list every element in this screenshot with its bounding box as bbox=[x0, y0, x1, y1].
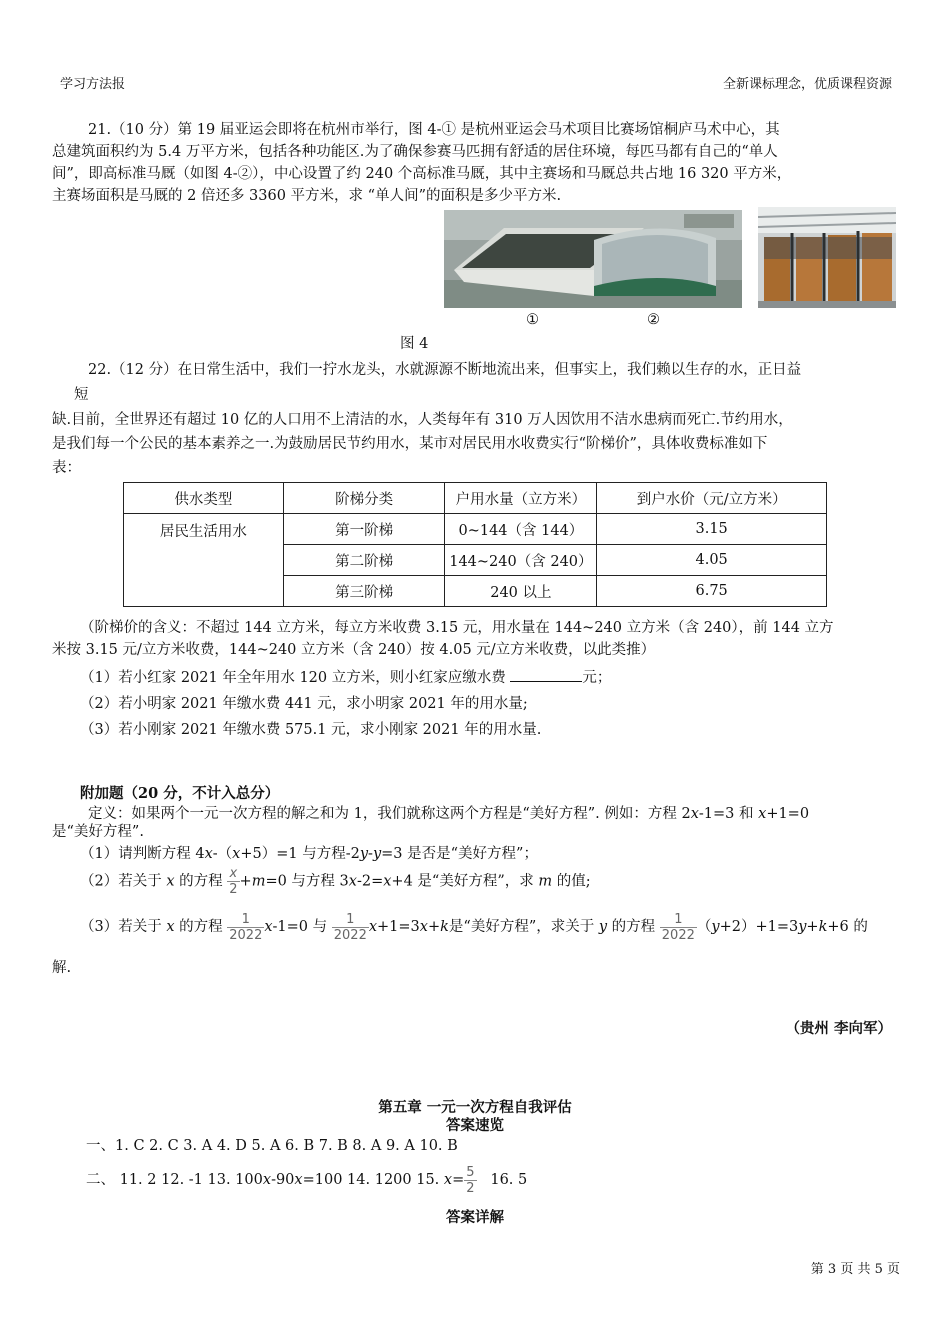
q21-line-3: 间”，即高标准马厩（如图 4-②），中心设置了约 240 个高标准马厩，其中主赛场和马厩总共占地 16 320 平方米， bbox=[52, 166, 792, 182]
q22-line-2: 缺.目前，全世界还有超过 10 亿的人口用不上清洁的水，人类每年有 310 万人因饮用不洁水患病而死亡.节约用水， bbox=[52, 412, 793, 428]
table-cell: 4.05 bbox=[597, 545, 827, 576]
bonus-text: 的值; bbox=[552, 873, 591, 890]
bonus-text: +5）=1 与方程-2 bbox=[240, 846, 360, 862]
var-y: y bbox=[711, 919, 720, 935]
photo-1-label: ① bbox=[526, 312, 539, 328]
table-cell: 第三阶梯 bbox=[283, 576, 445, 607]
bonus-text: （ bbox=[696, 919, 712, 935]
bonus-part-3 bbox=[80, 910, 868, 944]
bonus-text: -1=0 与 bbox=[272, 919, 328, 935]
bonus-text: +2）+1=3 bbox=[719, 919, 799, 935]
q22-part-3: （3）若小刚家 2021 年缴水费 575.1 元，求小刚家 2021 年的用水量. bbox=[80, 722, 542, 738]
table-header-cell: 供水类型 bbox=[124, 483, 284, 514]
bonus-def-text: -1=3 和 bbox=[698, 806, 759, 822]
q21-line-2: 总建筑面积约为 5.4 万平方米，包括各种功能区.为了确保参赛马匹拥有舒适的居住环境，每匹马都有自己的“单人 bbox=[52, 144, 778, 160]
header-right: 全新课标理念，优质课程资源 bbox=[722, 77, 892, 92]
var-m: m bbox=[538, 873, 553, 890]
table-header-cell: 户用水量（立方米） bbox=[445, 483, 597, 514]
q22-line-4: 表： bbox=[52, 460, 81, 476]
answers-text: 二、 11. 2 12. -1 13. 100 bbox=[86, 1172, 263, 1188]
q22-line-3: 是我们每一个公民的基本素养之一.为鼓励居民节约用水，某市对居民用水收费实行“阶梯价”，具体收费标准如下 bbox=[52, 436, 768, 452]
bonus-part-1 bbox=[80, 842, 538, 863]
answers-text: 16. 5 bbox=[490, 1172, 528, 1188]
bonus-text: - bbox=[368, 846, 373, 862]
var-y: y bbox=[798, 919, 807, 935]
q22-line-1b: 短 bbox=[74, 387, 89, 403]
photo-2-label: ② bbox=[647, 312, 660, 328]
fraction-x-over-2: $\frac{x}{2}$ bbox=[229, 866, 238, 897]
table-cell: 3.15 bbox=[597, 514, 827, 545]
answers-row-2 bbox=[86, 1162, 527, 1198]
var-x: x bbox=[232, 846, 241, 862]
bonus-text: +6 的 bbox=[827, 919, 868, 935]
fraction-1-over-2022: $\frac{1}{2022}$ bbox=[661, 911, 695, 943]
table-cell: 240 以上 bbox=[445, 576, 597, 607]
q21-line-4: 主赛场面积是马厩的 2 倍还多 3360 平方米，求 “单人间”的面积是多少平方米. bbox=[52, 188, 562, 204]
bonus-text: + bbox=[239, 873, 252, 890]
bonus-part-2 bbox=[80, 866, 591, 897]
var-x: x bbox=[204, 846, 213, 862]
bonus-text: -2= bbox=[356, 873, 384, 890]
bonus-text: （1）请判断方程 4 bbox=[80, 846, 205, 862]
var-x: x bbox=[262, 1172, 272, 1188]
q22-note-2: 米按 3.15 元/立方米收费，144~240 立方米（含 240）按 4.05 元/立方米收费，以此类推） bbox=[52, 642, 656, 658]
var-x: x bbox=[166, 873, 175, 890]
bonus-part-3-end: 解. bbox=[52, 960, 72, 976]
bonus-text: 的方程 bbox=[174, 873, 223, 890]
q22-part-1 bbox=[80, 666, 611, 687]
supply-type-cell: 居民生活用水 bbox=[124, 514, 284, 607]
q22-line-1: 22.（12 分）在日常生活中，我们一拧水龙头，水就源源不断地流出来，但事实上，我们赖以生存的水，正日益 bbox=[88, 362, 802, 378]
var-k: k bbox=[818, 919, 828, 935]
bonus-text: 的方程 bbox=[174, 919, 223, 935]
horse-stable-photo bbox=[758, 207, 896, 308]
table-cell: 0~144（含 144） bbox=[445, 514, 597, 545]
table-cell: 第二阶梯 bbox=[283, 545, 445, 576]
answers-text: = bbox=[452, 1172, 465, 1188]
water-price-table bbox=[123, 482, 827, 607]
table-cell: 144~240（含 240） bbox=[445, 545, 597, 576]
bonus-text: +1=3 bbox=[377, 919, 420, 935]
q22-part-1-text: （1）若小红家 2021 年全年用水 120 立方米，则小红家应缴水费 bbox=[80, 670, 511, 686]
table-cell: 6.75 bbox=[597, 576, 827, 607]
bonus-text: （2）若关于 bbox=[80, 873, 167, 890]
table-header-row bbox=[124, 483, 827, 514]
q22-part-2: （2）若小明家 2021 年缴水费 441 元，求小明家 2021 年的用水量; bbox=[80, 696, 528, 712]
var-x: x bbox=[264, 919, 273, 935]
fraction-1-over-2022: $\frac{1}{2022}$ bbox=[229, 911, 263, 943]
bonus-definition-1 bbox=[88, 802, 809, 823]
bonus-def-text: 定义：如果两个一元一次方程的解之和为 1，我们就称这两个方程是“美好方程”. 例如：方程 2 bbox=[88, 806, 691, 822]
bonus-def-text: +1=0 bbox=[766, 806, 810, 822]
var-k: k bbox=[440, 919, 449, 935]
var-x: x bbox=[419, 919, 428, 935]
chapter-title: 第五章 一元一次方程自我评估 bbox=[378, 1099, 572, 1116]
bonus-text: （3）若关于 bbox=[80, 919, 167, 935]
answers-text: -90 bbox=[271, 1172, 295, 1188]
q22-note-1: （阶梯价的含义：不超过 144 立方米，每立方米收费 3.15 元，用水量在 144~240 立方米（含 240），前 144 立方 bbox=[80, 620, 834, 636]
var-x: x bbox=[348, 873, 357, 890]
var-y: y bbox=[359, 846, 369, 862]
bonus-text: -（ bbox=[212, 846, 233, 862]
var-m: m bbox=[251, 873, 266, 890]
bonus-text: =0 与方程 3 bbox=[265, 873, 349, 890]
var-x: x bbox=[166, 919, 175, 935]
bonus-text: 是“美好方程”，求关于 bbox=[448, 919, 599, 935]
var-x: x bbox=[690, 806, 699, 822]
answers-text: =100 14. 1200 15. bbox=[302, 1172, 444, 1188]
bonus-text: + bbox=[427, 919, 441, 935]
bonus-text: + bbox=[806, 919, 819, 935]
bonus-text: +4 是“美好方程”，求 bbox=[391, 873, 539, 890]
q22-part-1-unit: 元； bbox=[582, 670, 612, 686]
equestrian-center-photo bbox=[444, 210, 742, 308]
table-header-cell: 阶梯分类 bbox=[283, 483, 445, 514]
author: （贵州 李向军） bbox=[785, 1020, 892, 1037]
table-header-cell: 到户水价（元/立方米） bbox=[597, 483, 827, 514]
fraction-5-over-2: $\frac{5}{2}$ bbox=[466, 1164, 475, 1196]
q21-line-1: 21.（10 分）第 19 届亚运会即将在杭州市举行，图 4-① 是杭州亚运会马术项目比赛场馆桐庐马术中心，其 bbox=[88, 122, 780, 138]
table-row bbox=[124, 514, 827, 545]
var-x: x bbox=[383, 873, 392, 890]
var-x: x bbox=[758, 806, 767, 822]
detailed-answers-title: 答案详解 bbox=[446, 1209, 504, 1226]
var-x: x bbox=[443, 1172, 453, 1188]
var-x: x bbox=[294, 1172, 303, 1188]
answers-row-1: 一、1. C 2. C 3. A 4. D 5. A 6. B 7. B 8. A 9. A 10. B bbox=[86, 1138, 458, 1154]
var-x: x bbox=[368, 919, 378, 935]
page-footer: 第 3 页 共 5 页 bbox=[810, 1262, 900, 1277]
quick-answers-title: 答案速览 bbox=[446, 1117, 504, 1134]
bonus-text: =3 是否是“美好方程”； bbox=[381, 846, 538, 862]
header-left: 学习方法报 bbox=[60, 77, 126, 92]
bonus-text: 的方程 bbox=[607, 919, 656, 935]
var-y: y bbox=[598, 919, 608, 935]
fraction-1-over-2022: $\frac{1}{2022}$ bbox=[333, 911, 367, 943]
answer-blank[interactable] bbox=[510, 667, 582, 682]
figure-caption: 图 4 bbox=[400, 336, 429, 352]
table-cell: 第一阶梯 bbox=[283, 514, 445, 545]
bonus-definition-2: 是“美好方程”. bbox=[52, 824, 144, 840]
var-y: y bbox=[372, 846, 382, 862]
bonus-title: 附加题（20 分，不计入总分） bbox=[80, 785, 280, 802]
